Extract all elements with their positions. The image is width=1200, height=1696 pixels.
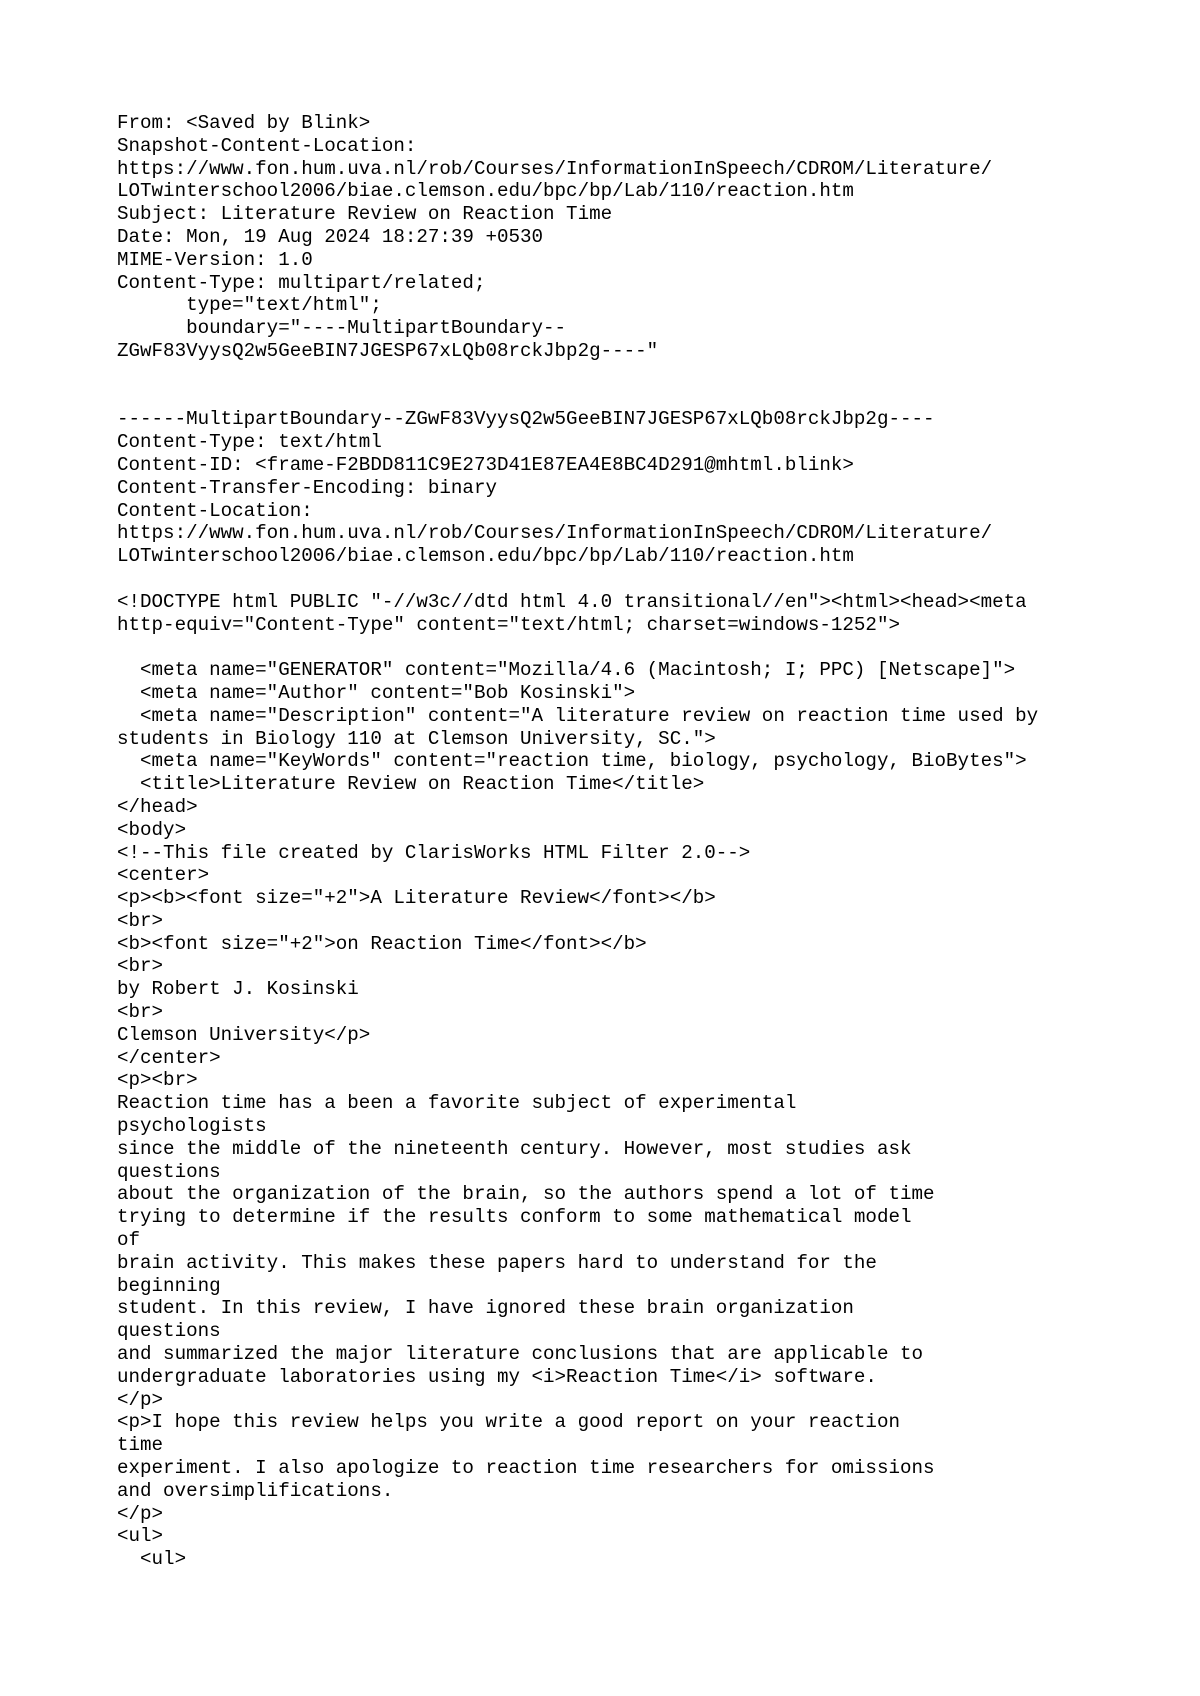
text-line: </head> [117,795,198,818]
text-line: http-equiv="Content-Type" content="text/html; charset=windows-1252"> [117,613,900,636]
text-line: time [117,1434,164,1457]
text-line: about the organization of the brain, so the authors spend a lot of time [117,1183,935,1206]
text-line [117,636,1177,659]
text-line: LOTwinterschool2006/biae.clemson.edu/bpc/bp/Lab/110/reaction.htm [117,180,854,203]
text-line: brain activity. This makes these papers hard to understand for the [117,1251,877,1274]
text-line: psychologists [117,1115,267,1138]
text-line: ------MultipartBoundary--ZGwF83VyysQ2w5GeeBIN7JGESP67xLQb08rckJbp2g---- [117,408,935,431]
text-line: Date: Mon, 19 Aug 2024 18:27:39 +0530 [117,225,544,248]
text-line [117,386,1177,409]
text-line: Content-Type: multipart/related; [117,271,486,294]
text-line: <meta name="Description" content="A literature review on reaction time used by [117,704,1039,727]
text-line: <body> [117,818,187,841]
text-line [117,568,1177,591]
text-line: by Robert J. Kosinski [117,978,359,1001]
text-line: Clemson University</p> [117,1023,371,1046]
text-line: <p><br> [117,1069,198,1092]
text-line: <meta name="KeyWords" content="reaction time, biology, psychology, BioBytes"> [117,750,1027,773]
text-line: https://www.fon.hum.uva.nl/rob/Courses/InformationInSpeech/CDROM/Literature/ [117,522,993,545]
text-line: Content-ID: <frame-F2BDD811C9E273D41E87EA4E8BC4D291@mhtml.blink> [117,453,854,476]
text-line: Content-Location: [117,499,313,522]
text-line: <meta name="Author" content="Bob Kosinski"> [117,681,636,704]
text-line: <br> [117,955,164,978]
text-line: type="text/html"; [117,294,382,317]
text-line: Snapshot-Content-Location: [117,134,417,157]
text-line: <b><font size="+2">on Reaction Time</font></b> [117,932,647,955]
text-line: ZGwF83VyysQ2w5GeeBIN7JGESP67xLQb08rckJbp2g----" [117,339,659,362]
text-line: <p>I hope this review helps you write a good report on your reaction [117,1411,900,1434]
text-line: <!--This file created by ClarisWorks HTML Filter 2.0--> [117,841,751,864]
text-line: <ul> [117,1548,187,1571]
text-line: </p> [117,1502,164,1525]
text-line: trying to determine if the results conform to some mathematical model [117,1206,912,1229]
text-line: students in Biology 110 at Clemson University, SC."> [117,727,716,750]
text-line: MIME-Version: 1.0 [117,248,313,271]
text-line: </p> [117,1388,164,1411]
text-line: From: <Saved by Blink> [117,112,371,134]
text-line: since the middle of the nineteenth century. However, most studies ask [117,1137,912,1160]
text-line: <title>Literature Review on Reaction Time</title> [117,773,705,796]
text-line: <br> [117,1001,164,1024]
text-line: of [117,1229,141,1252]
text-line: questions [117,1160,221,1183]
text-line: boundary="----MultipartBoundary-- [117,317,567,340]
text-line: Reaction time has a been a favorite subject of experimental [117,1092,797,1115]
text-line: student. In this review, I have ignored these brain organization [117,1297,854,1320]
document-page [117,112,1177,1571]
text-line: <center> [117,864,210,887]
text-line: and summarized the major literature conclusions that are applicable to [117,1343,924,1366]
text-line: Content-Type: text/html [117,431,382,454]
text-line: Subject: Literature Review on Reaction Time [117,203,613,226]
text-line: undergraduate laboratories using my <i>Reaction Time</i> software. [117,1365,877,1388]
text-line: and oversimplifications. [117,1479,394,1502]
text-line: beginning [117,1274,221,1297]
text-line: experiment. I also apologize to reaction time researchers for omissions [117,1457,935,1480]
text-line [117,363,1177,386]
text-line: <ul> [117,1525,164,1548]
text-line: </center> [117,1046,221,1069]
text-line: <p><b><font size="+2">A Literature Review</font></b> [117,887,716,910]
text-line: <meta name="GENERATOR" content="Mozilla/4.6 (Macintosh; I; PPC) [Netscape]"> [117,659,1016,682]
text-line: <!DOCTYPE html PUBLIC "-//w3c//dtd html 4.0 transitional//en"><html><head><meta [117,590,1027,613]
text-line: LOTwinterschool2006/biae.clemson.edu/bpc/bp/Lab/110/reaction.htm [117,545,854,568]
text-line: https://www.fon.hum.uva.nl/rob/Courses/InformationInSpeech/CDROM/Literature/ [117,157,993,180]
text-line: <br> [117,909,164,932]
text-line: questions [117,1320,221,1343]
text-line: Content-Transfer-Encoding: binary [117,476,497,499]
